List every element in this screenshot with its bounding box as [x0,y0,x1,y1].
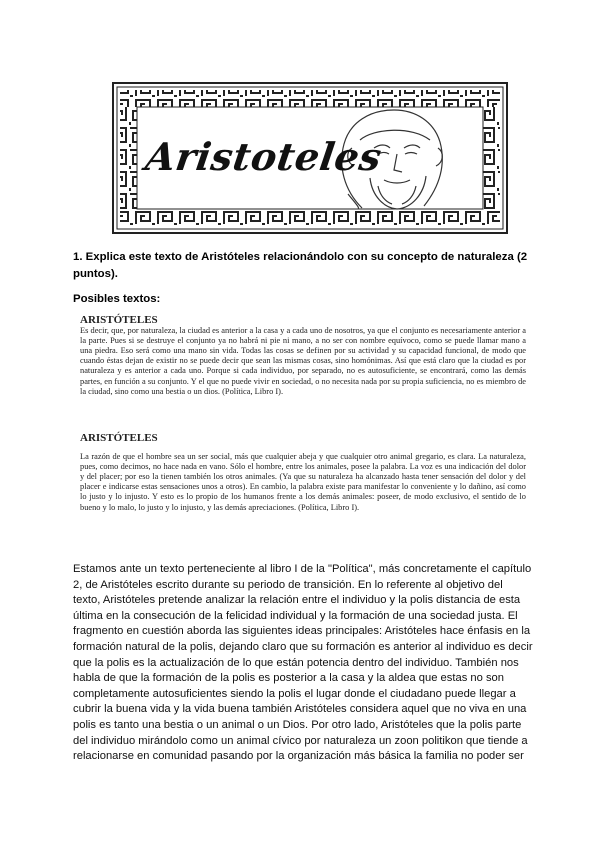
banner-title: Aristoteles [142,134,385,179]
quote-1-heading: ARISTÓTELES [80,314,158,326]
question-heading: 1. Explica este texto de Aristóteles relacionándolo con su concepto de naturaleza (2 puntos). [73,251,528,280]
quote-2-heading: ARISTÓTELES [80,432,158,444]
essay-paragraph: Estamos ante un texto perteneciente al libro I de la "Política", más concretamente el capítulo 2, de Aristóteles escrito durante su periodo de transición. En lo referente al objetivo del texto, Aristóteles pretende analizar la relación entre el individuo y la polis distancia de esta última en la consecución de la felicidad individual y la formación de una sociedad justa. El fragmento en cuestión aborda las siguientes ideas principales: Aristóteles hace énfasis en la formación natural de la polis, dejando claro que su formación es anterior al individuo es decir que la polis es la actualización de lo que están potencia dentro del individuo. También nos habla de que la formación de la polis es posterior a la casa y la aldea que estas no son completamente autosuficientes siendo la polis el lugar donde el ciudadano puede llegar a cubrir la buena vida y la vida buena también Aristóteles considera aquel que no viva en una polis es tanto una bestia o un animal o un Dios. Por otro lado, Aristóteles que la polis parte del individuo mirándolo como un animal cívico por naturaleza un zoon politikon que tiende a relacionarse en comunidad pasando por la organización más básica la familia no poder ser [73,563,533,763]
quote-block-1 [80,315,526,397]
aristoteles-banner [112,82,508,234]
quote-2-body: La razón de que el hombre sea un ser social, más que cualquier abeja y que cualquier otro animal gregario, es clara. La naturaleza, pues, como decimos, no hace nada en vano. Sólo el hombre, entre los animales, posee la palabra. La voz es una indicación del dolor y del placer; por eso la tienen también los otros animales. (Ya que su naturaleza ha alcanzado hasta tener sensación del dolor y del placer e indicarse estas sensaciones unos a otros). En cambio, la palabra existe para manifestar lo conveniente y lo dañino, así como lo justo y lo injusto. Y esto es lo propio de los humanos frente a los demás animales: poseer, de modo exclusivo, el sentido de lo bueno y lo malo, lo justo y lo injusto, y las demás apreciaciones. (Política, Libro I). [80,452,526,512]
posibles-textos-label: Posibles textos: [73,293,161,305]
quote-1-body: Es decir, que, por naturaleza, la ciudad es anterior a la casa y a cada uno de nosotros, ya que el conjunto es necesariamente anterior a la parte. Pues si se destruye el conjunto ya no habrá ni pie ni mano, a no ser con nombre equívoco, como se puede llamar mano a una piedra. Eso será como una mano sin vida. Todas las cosas se definen por su actividad y su capacidad funcional, de modo que cuando éstas dejan de existir no se puede decir que sean las mismas cosas, sino homónimas. Así que está claro que la ciudad es por naturaleza y es anterior a cada uno. Porque si cada individuo, por separado, no es autosuficiente, se encontrará, como las demás partes, en función a su conjunto. Y el que no puede vivir en sociedad, o no necesita nada por su propia suficiencia, no es miembro de la ciudad, sino como una bestia o un dios. (Política, Libro I). [80,326,526,396]
quote-block-2 [80,433,526,513]
